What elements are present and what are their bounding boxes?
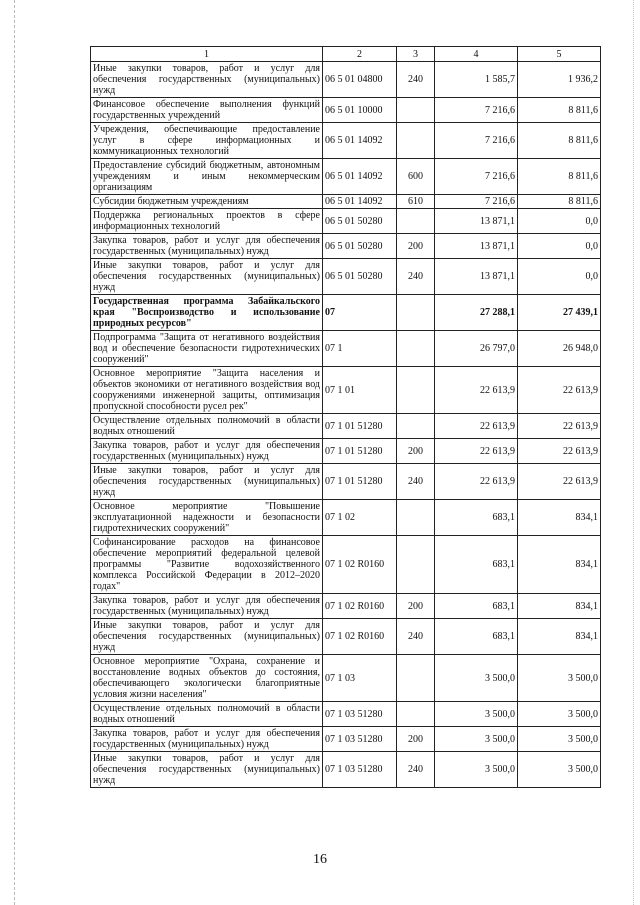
header-col-4: 4 — [435, 47, 518, 62]
row-amount-year-1: 7 216,6 — [435, 98, 518, 123]
row-expense-type: 200 — [397, 727, 435, 752]
row-amount-year-1: 683,1 — [435, 536, 518, 594]
row-name: Иные закупки товаров, работ и услуг для обеспечения государственных (муниципальных) нужд — [91, 619, 323, 655]
table-body — [91, 62, 601, 788]
row-name: Иные закупки товаров, работ и услуг для обеспечения государственных (муниципальных) нужд — [91, 464, 323, 500]
table-row — [91, 414, 601, 439]
scan-edge-right — [633, 0, 634, 905]
table-row — [91, 159, 601, 195]
row-amount-year-2: 22 613,9 — [518, 464, 601, 500]
row-expense-type — [397, 295, 435, 331]
row-code: 07 1 02 R0160 — [323, 619, 397, 655]
row-amount-year-1: 27 288,1 — [435, 295, 518, 331]
row-code: 06 5 01 14092 — [323, 195, 397, 209]
scan-edge-left — [14, 0, 15, 905]
row-amount-year-2: 8 811,6 — [518, 98, 601, 123]
table-row — [91, 195, 601, 209]
table-row — [91, 209, 601, 234]
row-amount-year-1: 22 613,9 — [435, 414, 518, 439]
header-col-5: 5 — [518, 47, 601, 62]
row-name: Осуществление отдельных полномочий в области водных отношений — [91, 414, 323, 439]
row-name: Субсидии бюджетным учреждениям — [91, 195, 323, 209]
row-code: 07 — [323, 295, 397, 331]
row-code: 06 5 01 14092 — [323, 159, 397, 195]
row-amount-year-1: 3 500,0 — [435, 702, 518, 727]
row-amount-year-2: 3 500,0 — [518, 702, 601, 727]
table-row — [91, 259, 601, 295]
header-row — [91, 47, 601, 62]
row-amount-year-1: 683,1 — [435, 619, 518, 655]
row-amount-year-2: 8 811,6 — [518, 123, 601, 159]
row-expense-type — [397, 702, 435, 727]
row-amount-year-2: 0,0 — [518, 209, 601, 234]
row-name: Софинансирование расходов на финансовое обеспечение мероприятий федеральной целевой программы "Развитие водохозяйственного комплекса Российской Федерации в 2012–2020 годах" — [91, 536, 323, 594]
row-amount-year-2: 8 811,6 — [518, 159, 601, 195]
row-name: Подпрограмма "Защита от негативного воздействия вод и обеспечение безопасности гидротехнических сооружений" — [91, 331, 323, 367]
header-col-1: 1 — [91, 47, 323, 62]
row-name: Поддержка региональных проектов в сфере информационных технологий — [91, 209, 323, 234]
table-row — [91, 655, 601, 702]
row-name: Закупка товаров, работ и услуг для обеспечения государственных (муниципальных) нужд — [91, 439, 323, 464]
row-amount-year-2: 22 613,9 — [518, 414, 601, 439]
row-expense-type — [397, 414, 435, 439]
row-expense-type — [397, 98, 435, 123]
row-name: Предоставление субсидий бюджетным, автономным учреждениям и иным некоммерческим организациям — [91, 159, 323, 195]
row-amount-year-2: 8 811,6 — [518, 195, 601, 209]
row-amount-year-2: 834,1 — [518, 536, 601, 594]
table-row — [91, 702, 601, 727]
row-code: 07 1 01 51280 — [323, 414, 397, 439]
row-expense-type — [397, 123, 435, 159]
row-code: 07 1 03 51280 — [323, 702, 397, 727]
row-name: Основное мероприятие "Повышение эксплуатационной надежности и безопасности гидротехнических сооружений" — [91, 500, 323, 536]
row-code: 07 1 03 — [323, 655, 397, 702]
row-amount-year-1: 3 500,0 — [435, 655, 518, 702]
table-row — [91, 500, 601, 536]
row-name: Иные закупки товаров, работ и услуг для обеспечения государственных (муниципальных) нужд — [91, 259, 323, 295]
row-expense-type: 600 — [397, 159, 435, 195]
row-expense-type — [397, 536, 435, 594]
budget-table — [90, 46, 601, 788]
row-code: 06 5 01 10000 — [323, 98, 397, 123]
row-code: 06 5 01 04800 — [323, 62, 397, 98]
row-name: Государственная программа Забайкальского края "Воспроизводство и использование природных ресурсов" — [91, 295, 323, 331]
row-expense-type — [397, 500, 435, 536]
table-header — [91, 47, 601, 62]
row-code: 07 1 02 R0160 — [323, 594, 397, 619]
row-amount-year-1: 7 216,6 — [435, 195, 518, 209]
row-expense-type — [397, 209, 435, 234]
row-expense-type: 200 — [397, 439, 435, 464]
row-amount-year-2: 3 500,0 — [518, 655, 601, 702]
row-amount-year-2: 3 500,0 — [518, 727, 601, 752]
row-amount-year-1: 22 613,9 — [435, 367, 518, 414]
row-code: 06 5 01 50280 — [323, 234, 397, 259]
row-amount-year-1: 7 216,6 — [435, 123, 518, 159]
row-code: 06 5 01 50280 — [323, 209, 397, 234]
header-col-3: 3 — [397, 47, 435, 62]
row-amount-year-2: 0,0 — [518, 259, 601, 295]
row-amount-year-2: 3 500,0 — [518, 752, 601, 788]
row-expense-type: 240 — [397, 464, 435, 500]
row-amount-year-1: 7 216,6 — [435, 159, 518, 195]
row-name: Основное мероприятие "Охрана, сохранение и восстановление водных объектов до состояния, обеспечивающего экологически благоприятные условия жизни населения" — [91, 655, 323, 702]
row-expense-type: 240 — [397, 619, 435, 655]
table-row — [91, 331, 601, 367]
row-code: 07 1 — [323, 331, 397, 367]
row-code: 06 5 01 14092 — [323, 123, 397, 159]
row-expense-type: 200 — [397, 594, 435, 619]
table-row — [91, 295, 601, 331]
page-number: 16 — [313, 852, 327, 867]
row-amount-year-1: 22 613,9 — [435, 439, 518, 464]
row-amount-year-2: 834,1 — [518, 619, 601, 655]
row-code: 07 1 03 51280 — [323, 727, 397, 752]
row-name: Закупка товаров, работ и услуг для обеспечения государственных (муниципальных) нужд — [91, 234, 323, 259]
table-row — [91, 594, 601, 619]
table-row — [91, 98, 601, 123]
row-expense-type — [397, 655, 435, 702]
row-expense-type: 610 — [397, 195, 435, 209]
row-amount-year-2: 22 613,9 — [518, 439, 601, 464]
row-amount-year-2: 0,0 — [518, 234, 601, 259]
table-row — [91, 752, 601, 788]
row-expense-type — [397, 331, 435, 367]
row-amount-year-1: 3 500,0 — [435, 727, 518, 752]
row-name: Учреждения, обеспечивающие предоставление услуг в сфере информационных и коммуникационных технологий — [91, 123, 323, 159]
table-row — [91, 464, 601, 500]
row-code: 07 1 03 51280 — [323, 752, 397, 788]
table-row — [91, 727, 601, 752]
row-amount-year-1: 683,1 — [435, 594, 518, 619]
table-row — [91, 439, 601, 464]
table-row — [91, 536, 601, 594]
row-amount-year-2: 1 936,2 — [518, 62, 601, 98]
row-amount-year-2: 834,1 — [518, 594, 601, 619]
row-amount-year-1: 683,1 — [435, 500, 518, 536]
row-name: Осуществление отдельных полномочий в области водных отношений — [91, 702, 323, 727]
row-amount-year-1: 26 797,0 — [435, 331, 518, 367]
row-code: 07 1 02 — [323, 500, 397, 536]
row-amount-year-1: 13 871,1 — [435, 209, 518, 234]
row-amount-year-2: 27 439,1 — [518, 295, 601, 331]
table-row — [91, 62, 601, 98]
row-code: 07 1 01 51280 — [323, 464, 397, 500]
row-amount-year-1: 13 871,1 — [435, 259, 518, 295]
row-amount-year-2: 26 948,0 — [518, 331, 601, 367]
row-amount-year-1: 13 871,1 — [435, 234, 518, 259]
table-row — [91, 123, 601, 159]
row-name: Иные закупки товаров, работ и услуг для обеспечения государственных (муниципальных) нужд — [91, 62, 323, 98]
row-code: 07 1 02 R0160 — [323, 536, 397, 594]
row-code: 07 1 01 — [323, 367, 397, 414]
table-row — [91, 234, 601, 259]
table-row — [91, 367, 601, 414]
row-code: 06 5 01 50280 — [323, 259, 397, 295]
row-name: Финансовое обеспечение выполнения функций государственных учреждений — [91, 98, 323, 123]
row-expense-type: 240 — [397, 259, 435, 295]
row-amount-year-2: 22 613,9 — [518, 367, 601, 414]
row-name: Основное мероприятие "Защита населения и объектов экономики от негативного воздействия вод сооружениями инженерной защиты, оптимизация пропускной способности русел рек" — [91, 367, 323, 414]
row-amount-year-1: 1 585,7 — [435, 62, 518, 98]
row-name: Иные закупки товаров, работ и услуг для обеспечения государственных (муниципальных) нужд — [91, 752, 323, 788]
row-code: 07 1 01 51280 — [323, 439, 397, 464]
row-name: Закупка товаров, работ и услуг для обеспечения государственных (муниципальных) нужд — [91, 727, 323, 752]
header-col-2: 2 — [323, 47, 397, 62]
row-expense-type — [397, 367, 435, 414]
row-amount-year-1: 3 500,0 — [435, 752, 518, 788]
row-expense-type: 240 — [397, 752, 435, 788]
table-row — [91, 619, 601, 655]
row-amount-year-1: 22 613,9 — [435, 464, 518, 500]
row-name: Закупка товаров, работ и услуг для обеспечения государственных (муниципальных) нужд — [91, 594, 323, 619]
row-amount-year-2: 834,1 — [518, 500, 601, 536]
row-expense-type: 200 — [397, 234, 435, 259]
row-expense-type: 240 — [397, 62, 435, 98]
